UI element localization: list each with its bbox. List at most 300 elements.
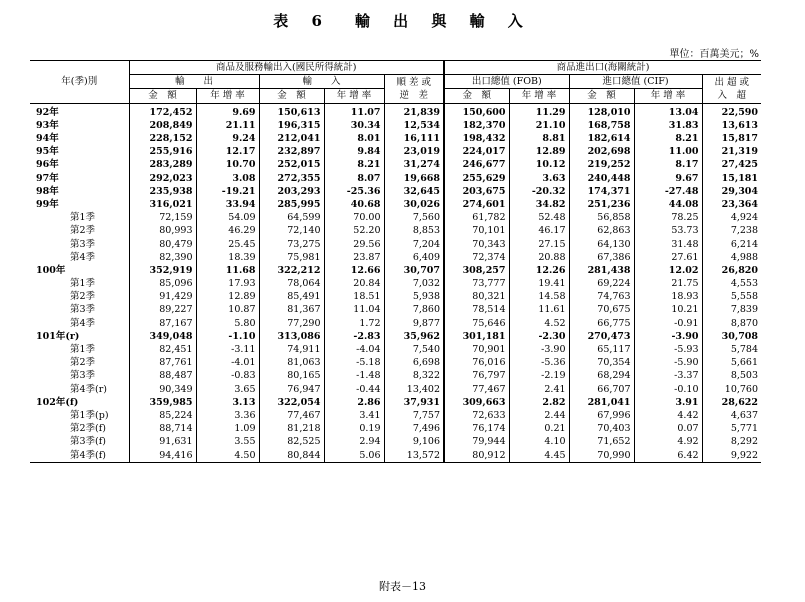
cell-export-growth: 11.68 [196,264,259,277]
row-label: 93年 [36,119,59,131]
cell-fob-growth: 2.82 [509,396,569,409]
cell-fob-amount: 198,432 [444,132,509,145]
cell-import-amount: 78,064 [259,277,324,290]
table-row [30,251,761,264]
cell-import-amount: 203,293 [259,185,324,198]
export-amount-header: 金 額 [129,89,196,103]
cell-import-amount: 322,212 [259,264,324,277]
row-label: 100年 [36,264,66,276]
cell-import-amount: 77,290 [259,317,324,330]
cell-fob-growth: 14.58 [509,290,569,303]
cell-fob-amount: 76,797 [444,369,509,382]
fob-header: 出口總值 (FOB) [444,75,569,89]
import-growth-header: 年 增 率 [324,89,384,103]
row-label: 第4季 [70,317,96,329]
cell-fob-growth: 20.88 [509,251,569,264]
cell-surplus: 8,870 [702,317,761,330]
cell-balance: 8,853 [384,224,444,237]
table-row [30,198,761,211]
cell-balance: 6,698 [384,356,444,369]
cell-fob-growth: 11.29 [509,103,569,119]
table-row [30,422,761,435]
cell-export-amount: 316,021 [129,198,196,211]
cell-export-amount: 85,224 [129,409,196,422]
cell-cif-amount: 67,996 [569,409,634,422]
cell-export-amount: 208,849 [129,119,196,132]
cell-cif-growth: 31.83 [634,119,702,132]
cell-export-growth: -1.10 [196,330,259,343]
table-row [30,396,761,409]
cell-export-amount: 89,227 [129,303,196,316]
cell-export-growth: 12.89 [196,290,259,303]
cell-import-growth: 70.00 [324,211,384,224]
row-label: 101年(r) [36,330,80,342]
cell-import-amount: 76,947 [259,383,324,396]
fob-amount-header: 金 額 [444,89,509,103]
cell-fob-growth: 8.81 [509,132,569,145]
cell-export-amount: 172,452 [129,103,196,119]
cell-balance: 16,111 [384,132,444,145]
cell-fob-amount: 203,675 [444,185,509,198]
row-label: 第2季 [70,291,96,303]
cell-balance: 7,496 [384,422,444,435]
cell-export-growth: 10.70 [196,158,259,171]
cell-balance: 12,534 [384,119,444,132]
cell-cif-growth: 6.42 [634,448,702,462]
cell-cif-amount: 251,236 [569,198,634,211]
cell-fob-amount: 150,600 [444,103,509,119]
cell-export-amount: 87,761 [129,356,196,369]
cell-balance: 31,274 [384,158,444,171]
cell-fob-growth: -3.90 [509,343,569,356]
row-label: 第1季(p) [70,409,109,421]
cell-balance: 7,204 [384,237,444,250]
table-row [30,211,761,224]
cell-cif-growth: -3.90 [634,330,702,343]
cell-fob-growth: 4.52 [509,317,569,330]
cell-export-growth: 3.36 [196,409,259,422]
cell-surplus: 13,613 [702,119,761,132]
cell-import-amount: 196,315 [259,119,324,132]
cell-fob-growth: -2.19 [509,369,569,382]
cell-cif-amount: 270,473 [569,330,634,343]
cell-fob-amount: 76,174 [444,422,509,435]
cell-fob-growth: 11.61 [509,303,569,316]
cell-cif-amount: 219,252 [569,158,634,171]
cell-fob-growth: 2.41 [509,383,569,396]
cell-balance: 7,540 [384,343,444,356]
cell-import-amount: 81,063 [259,356,324,369]
cell-cif-growth: 12.02 [634,264,702,277]
row-label: 第4季 [70,251,96,263]
row-label: 第3季(f) [70,436,106,448]
cell-balance: 7,560 [384,211,444,224]
cell-cif-amount: 70,403 [569,422,634,435]
cell-fob-amount: 70,343 [444,237,509,250]
cell-fob-growth: -2.30 [509,330,569,343]
cell-import-amount: 64,599 [259,211,324,224]
row-label: 第1季 [70,212,96,224]
cell-balance: 13,402 [384,383,444,396]
cell-export-amount: 359,985 [129,396,196,409]
cell-surplus: 10,760 [702,383,761,396]
cell-export-amount: 82,390 [129,251,196,264]
row-label: 96年 [36,159,59,171]
cell-import-amount: 72,140 [259,224,324,237]
cell-balance: 7,860 [384,303,444,316]
cell-fob-amount: 70,101 [444,224,509,237]
cell-export-amount: 90,349 [129,383,196,396]
cell-import-growth: 40.68 [324,198,384,211]
cell-cif-growth: 18.93 [634,290,702,303]
cell-import-growth: 11.07 [324,103,384,119]
cell-import-growth: 23.87 [324,251,384,264]
row-label: 第4季(f) [70,449,106,461]
cell-balance: 6,409 [384,251,444,264]
cif-growth-header: 年 增 率 [634,89,702,103]
cell-import-growth: 2.86 [324,396,384,409]
cell-fob-growth: 27.15 [509,237,569,250]
cell-cif-growth: 44.08 [634,198,702,211]
cell-cif-growth: 11.00 [634,145,702,158]
cell-export-growth: 25.45 [196,237,259,250]
group-ni-header: 商品及服務輸出入(國民所得統計) [129,61,444,75]
cell-import-growth: 12.66 [324,264,384,277]
cell-cif-growth: 78.25 [634,211,702,224]
cell-cif-amount: 202,698 [569,145,634,158]
cell-cif-amount: 65,117 [569,343,634,356]
cell-import-growth: 20.84 [324,277,384,290]
cell-import-amount: 313,086 [259,330,324,343]
cell-cif-amount: 71,652 [569,435,634,448]
cell-export-amount: 88,714 [129,422,196,435]
cell-export-growth: 3.55 [196,435,259,448]
trade-table [30,60,761,463]
cell-balance: 9,106 [384,435,444,448]
cell-import-amount: 80,844 [259,448,324,462]
table-row [30,172,761,185]
cell-surplus: 6,214 [702,237,761,250]
cell-cif-amount: 66,707 [569,383,634,396]
cell-cif-amount: 74,763 [569,290,634,303]
cell-export-growth: 5.80 [196,317,259,330]
row-label: 第2季 [70,357,96,369]
fob-growth-header: 年 增 率 [509,89,569,103]
cell-surplus: 23,364 [702,198,761,211]
cell-import-amount: 81,367 [259,303,324,316]
cell-import-growth: 1.72 [324,317,384,330]
cell-fob-growth: 34.82 [509,198,569,211]
cell-export-growth: 17.93 [196,277,259,290]
cell-cif-amount: 70,675 [569,303,634,316]
cell-cif-growth: 13.04 [634,103,702,119]
cell-export-growth: 18.39 [196,251,259,264]
cell-fob-amount: 72,633 [444,409,509,422]
cell-cif-amount: 70,990 [569,448,634,462]
cell-export-growth: 10.87 [196,303,259,316]
cell-export-amount: 85,096 [129,277,196,290]
cell-surplus: 7,238 [702,224,761,237]
cell-balance: 23,019 [384,145,444,158]
cell-fob-amount: 274,601 [444,198,509,211]
table-row [30,369,761,382]
cell-import-amount: 252,015 [259,158,324,171]
cell-import-amount: 212,041 [259,132,324,145]
table-row [30,383,761,396]
cell-fob-growth: 12.26 [509,264,569,277]
cell-surplus: 30,708 [702,330,761,343]
cell-export-amount: 292,023 [129,172,196,185]
cell-cif-amount: 168,758 [569,119,634,132]
cell-import-growth: -25.36 [324,185,384,198]
table-row [30,435,761,448]
cell-export-growth: 3.13 [196,396,259,409]
cell-surplus: 29,304 [702,185,761,198]
cell-import-growth: 29.56 [324,237,384,250]
cell-balance: 7,032 [384,277,444,290]
cell-export-amount: 91,429 [129,290,196,303]
table-row [30,409,761,422]
table-row [30,448,761,462]
cell-export-amount: 82,451 [129,343,196,356]
cell-import-growth: 8.21 [324,158,384,171]
cell-fob-amount: 309,663 [444,396,509,409]
cell-fob-amount: 73,777 [444,277,509,290]
cell-fob-amount: 78,514 [444,303,509,316]
cell-export-growth: -4.01 [196,356,259,369]
cell-import-amount: 73,275 [259,237,324,250]
cell-cif-growth: 21.75 [634,277,702,290]
cell-export-amount: 94,416 [129,448,196,462]
cell-import-growth: 52.20 [324,224,384,237]
cell-balance: 37,931 [384,396,444,409]
cell-cif-growth: -0.91 [634,317,702,330]
cell-fob-amount: 76,016 [444,356,509,369]
cell-import-growth: -1.48 [324,369,384,382]
cell-export-amount: 88,487 [129,369,196,382]
cell-balance: 13,572 [384,448,444,462]
cell-cif-growth: 53.73 [634,224,702,237]
cell-export-growth: 4.50 [196,448,259,462]
cell-import-amount: 285,995 [259,198,324,211]
cell-export-growth: 46.29 [196,224,259,237]
cell-fob-growth: 10.12 [509,158,569,171]
cell-import-amount: 75,981 [259,251,324,264]
cell-fob-amount: 182,370 [444,119,509,132]
cell-import-growth: 0.19 [324,422,384,435]
cell-export-amount: 87,167 [129,317,196,330]
cell-export-amount: 80,479 [129,237,196,250]
row-label: 第4季(r) [70,383,107,395]
cell-import-amount: 74,911 [259,343,324,356]
cell-surplus: 15,817 [702,132,761,145]
cell-surplus: 26,820 [702,264,761,277]
cell-export-growth: 21.11 [196,119,259,132]
table-row [30,330,761,343]
cell-cif-growth: -3.37 [634,369,702,382]
cell-fob-amount: 246,677 [444,158,509,171]
table-row [30,132,761,145]
cell-fob-amount: 72,374 [444,251,509,264]
cell-cif-amount: 128,010 [569,103,634,119]
cell-cif-amount: 66,775 [569,317,634,330]
row-label: 第3季 [70,304,96,316]
period-header: 年(季)別 [30,61,129,104]
cell-cif-growth: -5.93 [634,343,702,356]
cell-export-amount: 80,993 [129,224,196,237]
row-label: 第3季 [70,370,96,382]
cell-fob-amount: 77,467 [444,383,509,396]
cell-fob-growth: -5.36 [509,356,569,369]
import-amount-header: 金 額 [259,89,324,103]
cif-amount-header: 金 額 [569,89,634,103]
row-label: 102年(f) [36,396,79,408]
cell-cif-growth: 3.91 [634,396,702,409]
cell-import-growth: 8.01 [324,132,384,145]
cell-export-amount: 235,938 [129,185,196,198]
cell-cif-amount: 182,614 [569,132,634,145]
cell-cif-amount: 62,863 [569,224,634,237]
cell-import-growth: -2.83 [324,330,384,343]
table-row [30,277,761,290]
cell-surplus: 8,503 [702,369,761,382]
row-label: 第3季 [70,238,96,250]
group-customs-header: 商品進出口(海關統計) [444,61,761,75]
cell-cif-amount: 281,438 [569,264,634,277]
cell-balance: 7,757 [384,409,444,422]
cell-cif-amount: 174,371 [569,185,634,198]
cell-cif-growth: 10.21 [634,303,702,316]
cell-import-growth: 3.41 [324,409,384,422]
table-row [30,356,761,369]
table-row [30,303,761,316]
cell-fob-growth: 12.89 [509,145,569,158]
cell-balance: 9,877 [384,317,444,330]
cell-fob-growth: 52.48 [509,211,569,224]
surplus-header-bottom: 入 超 [702,89,761,103]
cell-import-growth: 11.04 [324,303,384,316]
cell-cif-growth: 27.61 [634,251,702,264]
table-row [30,103,761,119]
cell-import-growth: -0.44 [324,383,384,396]
cell-export-amount: 283,289 [129,158,196,171]
cell-surplus: 5,558 [702,290,761,303]
cell-export-amount: 228,152 [129,132,196,145]
cell-import-amount: 150,613 [259,103,324,119]
cell-import-amount: 81,218 [259,422,324,435]
cell-fob-amount: 224,017 [444,145,509,158]
cell-surplus: 22,590 [702,103,761,119]
row-label: 第1季 [70,344,96,356]
page-footer: 附表－13 [379,580,426,593]
cell-export-growth: 33.94 [196,198,259,211]
cell-import-growth: 8.07 [324,172,384,185]
unit-note: 單位：百萬美元；% [669,49,759,60]
cell-balance: 21,839 [384,103,444,119]
cell-cif-amount: 70,354 [569,356,634,369]
cell-fob-amount: 80,321 [444,290,509,303]
cell-fob-amount: 301,181 [444,330,509,343]
balance-header-top: 順 差 或 [384,75,444,89]
cell-import-growth: 9.84 [324,145,384,158]
row-label: 99年 [36,198,59,210]
row-label: 98年 [36,185,59,197]
cell-cif-growth: 9.67 [634,172,702,185]
cell-export-amount: 255,916 [129,145,196,158]
cell-import-growth: 18.51 [324,290,384,303]
cell-export-growth: 54.09 [196,211,259,224]
cell-surplus: 5,661 [702,356,761,369]
cell-fob-amount: 308,257 [444,264,509,277]
cell-balance: 19,668 [384,172,444,185]
cell-fob-growth: 46.17 [509,224,569,237]
cell-surplus: 4,988 [702,251,761,264]
cell-cif-growth: 31.48 [634,237,702,250]
cell-export-growth: 12.17 [196,145,259,158]
cell-fob-amount: 255,629 [444,172,509,185]
cell-surplus: 28,622 [702,396,761,409]
cell-surplus: 7,839 [702,303,761,316]
cell-export-growth: 1.09 [196,422,259,435]
cell-cif-amount: 68,294 [569,369,634,382]
cell-cif-growth: -0.10 [634,383,702,396]
cell-cif-growth: 0.07 [634,422,702,435]
cell-export-growth: 9.24 [196,132,259,145]
cell-cif-growth: 4.42 [634,409,702,422]
export-header: 輸 出 [129,75,259,89]
cell-fob-growth: 19.41 [509,277,569,290]
table-row [30,264,761,277]
row-label: 95年 [36,146,59,158]
cell-surplus: 4,637 [702,409,761,422]
row-label: 92年 [36,106,59,118]
cell-surplus: 8,292 [702,435,761,448]
table-row [30,119,761,132]
cell-import-growth: -4.04 [324,343,384,356]
cell-balance: 35,962 [384,330,444,343]
cell-balance: 32,645 [384,185,444,198]
cell-cif-growth: 4.92 [634,435,702,448]
table-row [30,158,761,171]
surplus-header-top: 出 超 或 [702,75,761,89]
cell-export-growth: -3.11 [196,343,259,356]
cell-cif-growth: -27.48 [634,185,702,198]
cell-export-growth: 9.69 [196,103,259,119]
cell-import-amount: 82,525 [259,435,324,448]
cell-cif-amount: 69,224 [569,277,634,290]
row-label: 第2季 [70,225,96,237]
cell-fob-growth: -20.32 [509,185,569,198]
table-row [30,185,761,198]
row-label: 第2季(f) [70,423,106,435]
cell-fob-amount: 79,944 [444,435,509,448]
cell-fob-growth: 2.44 [509,409,569,422]
cell-cif-growth: 8.17 [634,158,702,171]
balance-header-bottom: 逆 差 [384,89,444,103]
cell-import-amount: 232,897 [259,145,324,158]
cell-fob-growth: 21.10 [509,119,569,132]
cell-fob-growth: 3.63 [509,172,569,185]
cell-fob-amount: 61,782 [444,211,509,224]
import-header: 輸 入 [259,75,384,89]
cell-cif-growth: 8.21 [634,132,702,145]
table-row [30,224,761,237]
cell-fob-growth: 4.45 [509,448,569,462]
cell-surplus: 9,922 [702,448,761,462]
page-title: 表 6 輸 出 與 輸 入 [273,12,532,30]
cell-cif-amount: 281,041 [569,396,634,409]
cell-export-growth: -19.21 [196,185,259,198]
